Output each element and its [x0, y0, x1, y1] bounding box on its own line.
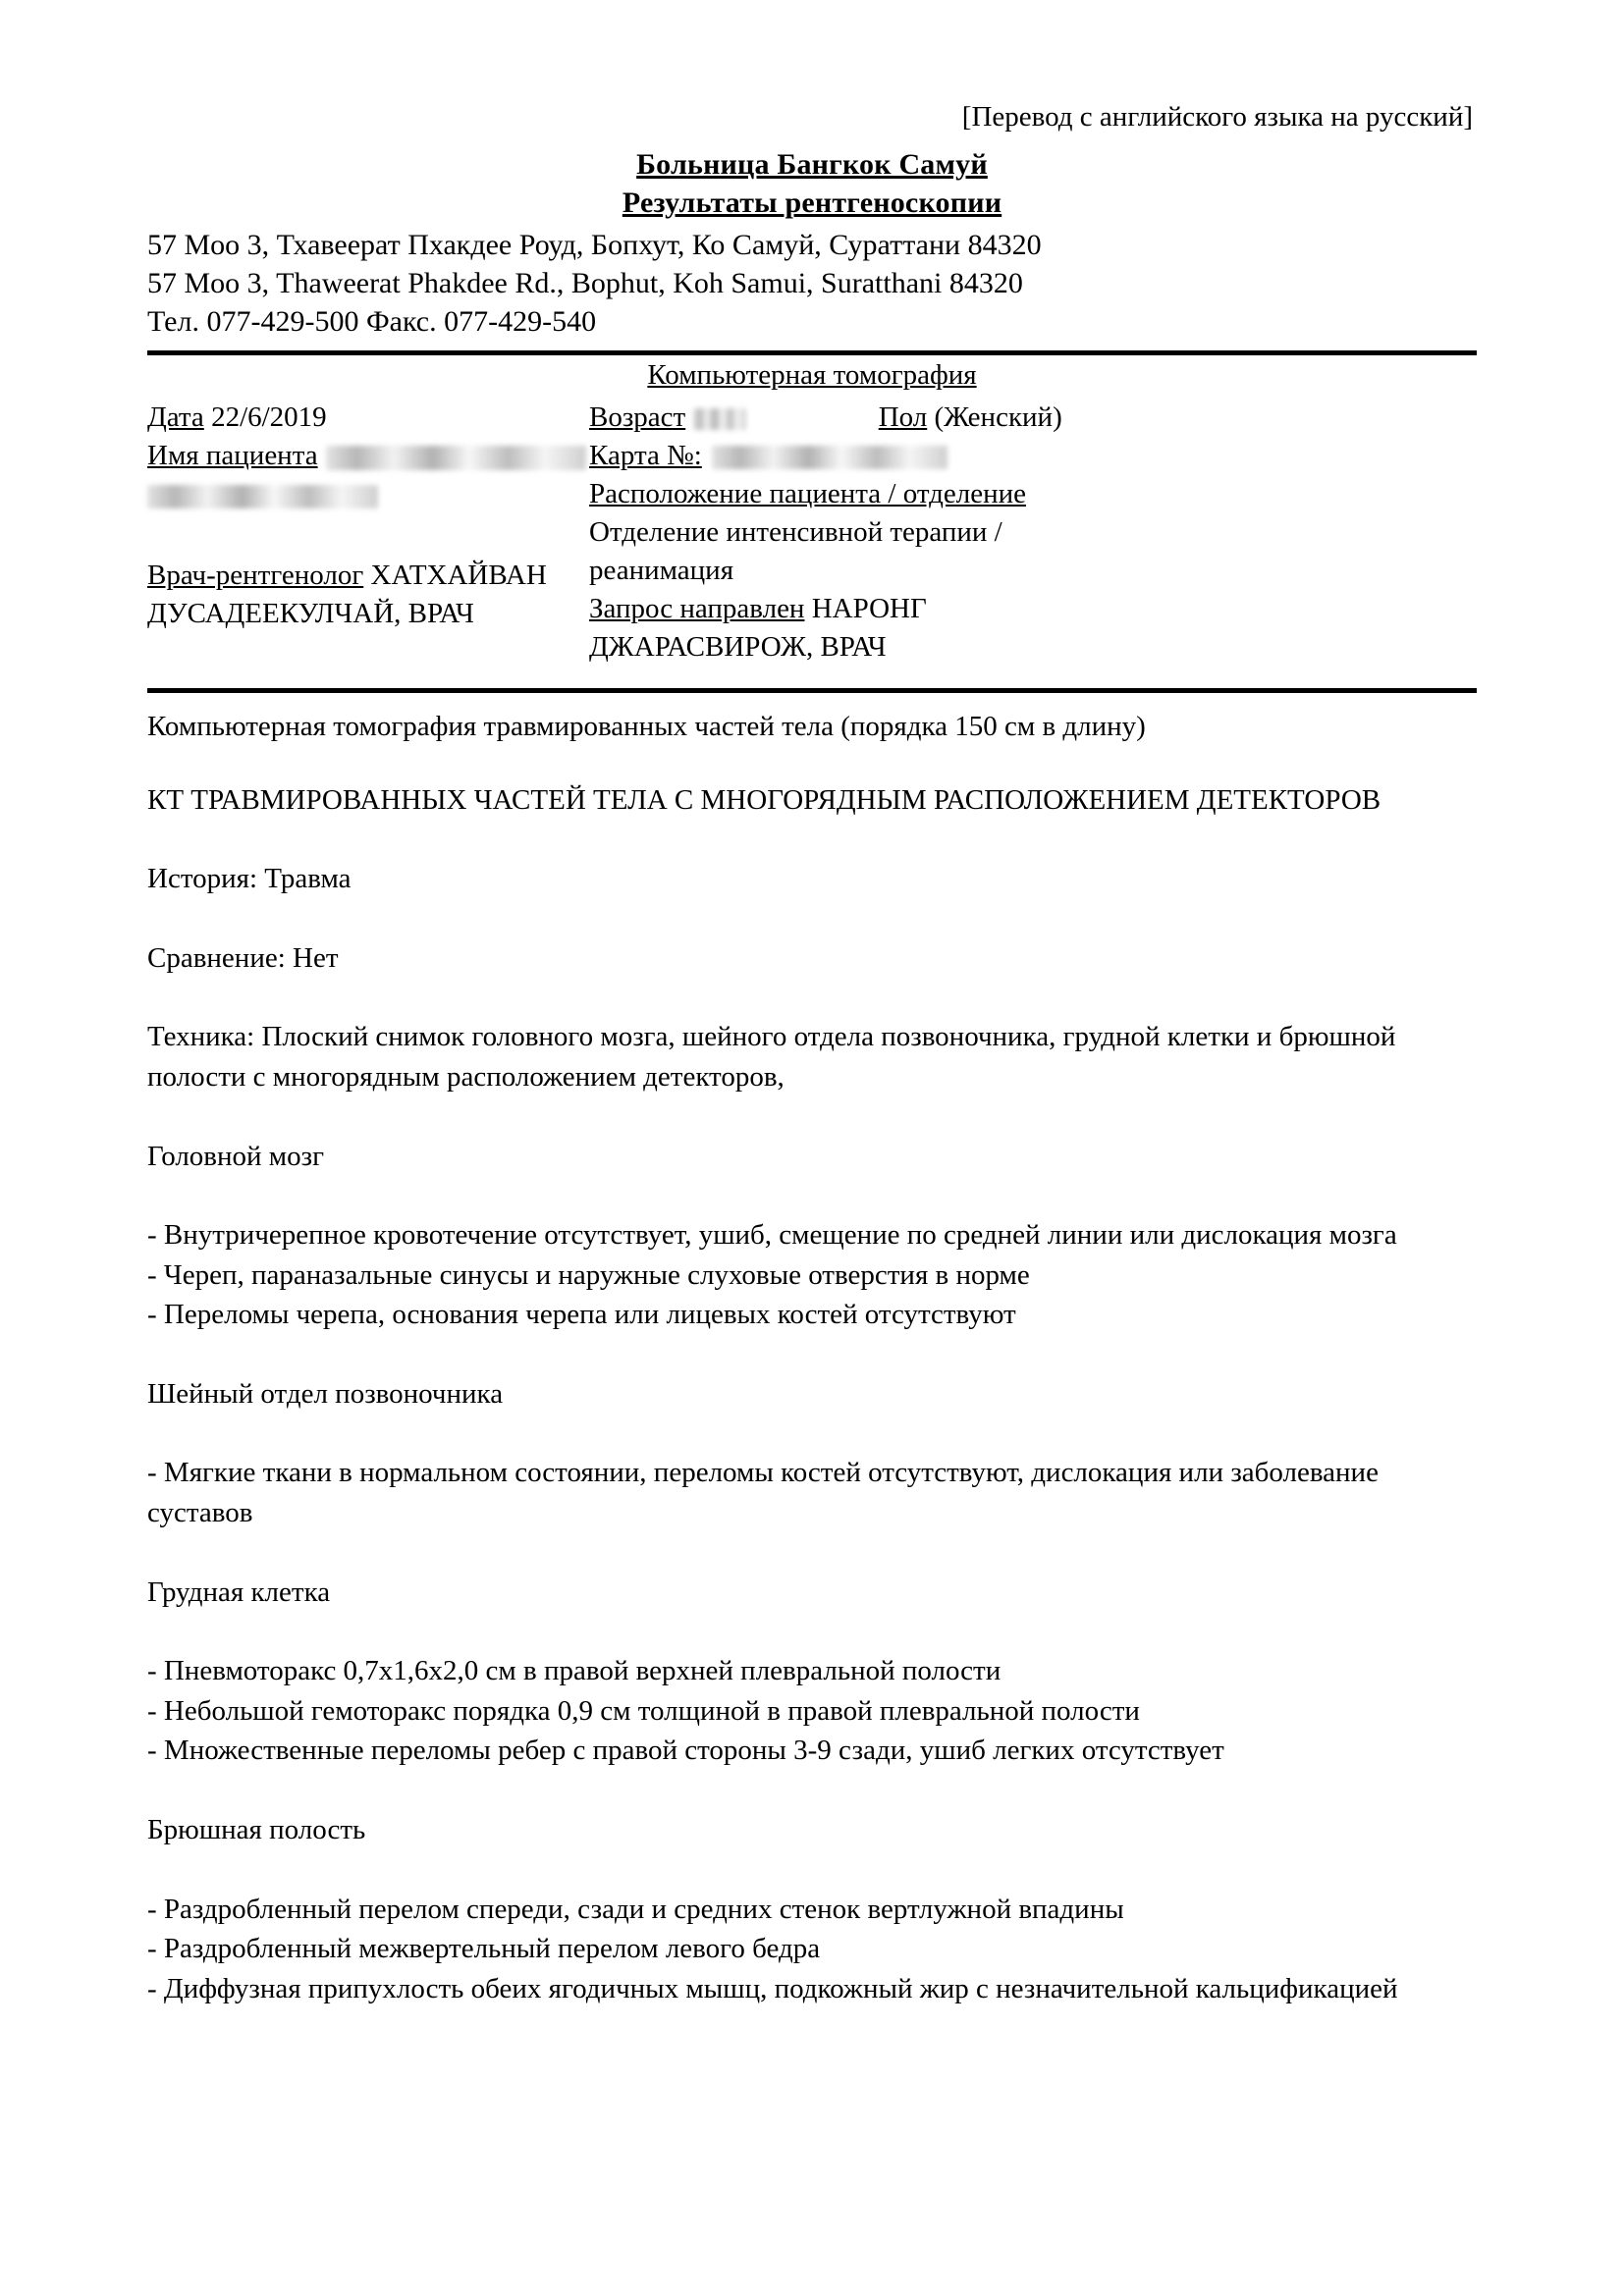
- hospital-name: Больница Бангкок Самуй: [636, 148, 988, 182]
- section-heading-abdomen: Брюшная полость: [147, 1814, 366, 1846]
- spacer-after-history: [147, 899, 1477, 938]
- referrer-value: НАРОНГ ДЖАРАСВИРОЖ, ВРАЧ: [589, 592, 927, 663]
- section-heading-brain: Головной мозг: [147, 1140, 324, 1172]
- header-divider: [147, 350, 1477, 355]
- finding-abdomen-3: - Диффузная припухлость обеих ягодичных мышц, подкожный жир с незначительной кальцификацией: [147, 1972, 1398, 2004]
- patient-info-left-column: [147, 399, 589, 633]
- patient-info-right-column: [589, 399, 1477, 667]
- radiologist-label: Врач-рентгенолог: [147, 559, 364, 591]
- exam-title: КТ ТРАВМИРОВАННЫХ ЧАСТЕЙ ТЕЛА С МНОГОРЯДНЫМ РАСПОЛОЖЕНИЕМ ДЕТЕКТОРОВ: [147, 783, 1381, 816]
- referrer-label: Запрос направлен: [589, 592, 805, 624]
- age-label: Возраст: [589, 400, 686, 433]
- finding-chest-3: - Множественные переломы ребер с правой стороны 3-9 сзади, ушиб легких отсутствует: [147, 1735, 1224, 1767]
- finding-abdomen-1: - Раздробленный перелом спереди, сзади и средних стенок вертлужной впадины: [147, 1893, 1124, 1925]
- radiologist-value: ХАТХАЙВАН ДУСАДЕЕКУЛЧАЙ, ВРАЧ: [147, 559, 547, 629]
- patient-name-label: Имя пациента: [147, 439, 318, 471]
- date-value: 22/6/2019: [211, 400, 327, 433]
- sex-label: Пол: [878, 400, 928, 433]
- spacer-brain-heading: [147, 1176, 1477, 1215]
- radiologist-row: [147, 557, 589, 633]
- finding-cervical-1: - Мягкие ткани в нормальном состоянии, переломы костей отсутствуют, дислокация или заболевание суставов: [147, 1457, 1379, 1529]
- spacer-chest-heading: [147, 1612, 1477, 1651]
- spacer-after-brain: [147, 1335, 1477, 1374]
- finding-chest-2: - Небольшой гемоторакс порядка 0,9 см толщиной в правой плевральной полости: [147, 1694, 1140, 1727]
- patient-location-label: Расположение пациента / отделение: [589, 477, 1027, 509]
- hn-redacted-value: [712, 446, 947, 469]
- body-divider: [147, 688, 1477, 693]
- finding-chest-1: - Пневмоторакс 0,7x1,6x2,0 см в правой верхней плевральной полости: [147, 1655, 1001, 1687]
- spacer-after-exam-description: [147, 747, 1477, 780]
- sex-value: (Женский): [934, 400, 1062, 433]
- exam-description: Компьютерная томография травмированных частей тела (порядка 150 см в длину): [147, 710, 1146, 742]
- spacer-abdomen-heading: [147, 1850, 1477, 1890]
- contact-line: Тел. 077-429-500 Факс. 077-429-540: [147, 305, 597, 339]
- technique-paragraph: Техника: Плоский снимок головного мозга, шейного отдела позвоночника, грудной клетки и брюшной полости с многорядным расположением детекторов,: [147, 1021, 1396, 1093]
- finding-abdomen-2: - Раздробленный межвертельный перелом левого бедра: [147, 1933, 821, 1965]
- translation-note: [Перевод с английского языка на русский]: [961, 101, 1473, 133]
- history-line: История: Травма: [147, 863, 352, 895]
- spacer-cervical-heading: [147, 1414, 1477, 1453]
- spacer-after-exam-title: [147, 820, 1477, 859]
- finding-brain-3: - Переломы черепа, основания черепа или лицевых костей отсутствуют: [147, 1299, 1016, 1331]
- spacer-after-technique: [147, 1097, 1477, 1137]
- date-row: [147, 399, 589, 437]
- finding-brain-1: - Внутричерепное кровотечение отсутствует, ушиб, смещение по средней линии или дислокация мозга: [147, 1219, 1397, 1252]
- address-russian: 57 Moo 3, Тхавеерат Пхакдее Роуд, Бопхут, Ко Самуй, Сураттани 84320: [147, 229, 1042, 262]
- section-heading-cervical-spine: Шейный отдел позвоночника: [147, 1377, 504, 1410]
- patient-location-value: Отделение интенсивной терапии / реанимация: [589, 515, 1002, 586]
- patient-info-grid: [147, 399, 1477, 667]
- hn-label: Карта №:: [589, 439, 702, 471]
- referrer-row: [589, 590, 1139, 667]
- finding-brain-2: - Череп, параназальные синусы и наружные слуховые отверстия в норме: [147, 1258, 1030, 1291]
- patient-name-redacted-value-line2: [147, 485, 378, 508]
- patient-name-row-overflow: [147, 475, 589, 513]
- spacer-after-chest: [147, 1771, 1477, 1810]
- spacer-after-cervical: [147, 1533, 1477, 1573]
- age-sex-row: [589, 399, 1477, 437]
- exam-type-heading: Компьютерная томография: [647, 359, 977, 392]
- date-label: Дата: [147, 400, 204, 433]
- comparison-line: Сравнение: Нет: [147, 941, 339, 974]
- age-redacted-value: [693, 408, 746, 430]
- patient-location-label-row: [589, 475, 1477, 513]
- left-column-spacer: [147, 513, 589, 557]
- section-heading-chest: Грудная клетка: [147, 1575, 331, 1608]
- patient-name-redacted-value: [326, 446, 586, 470]
- patient-name-row: [147, 437, 589, 475]
- spacer-after-comparison: [147, 978, 1477, 1017]
- report-title: Результаты рентгеноскопии: [622, 187, 1002, 220]
- address-english: 57 Moo 3, Thaweerat Phakdee Rd., Bophut, Koh Samui, Suratthani 84320: [147, 267, 1023, 300]
- hn-row: [589, 437, 1477, 475]
